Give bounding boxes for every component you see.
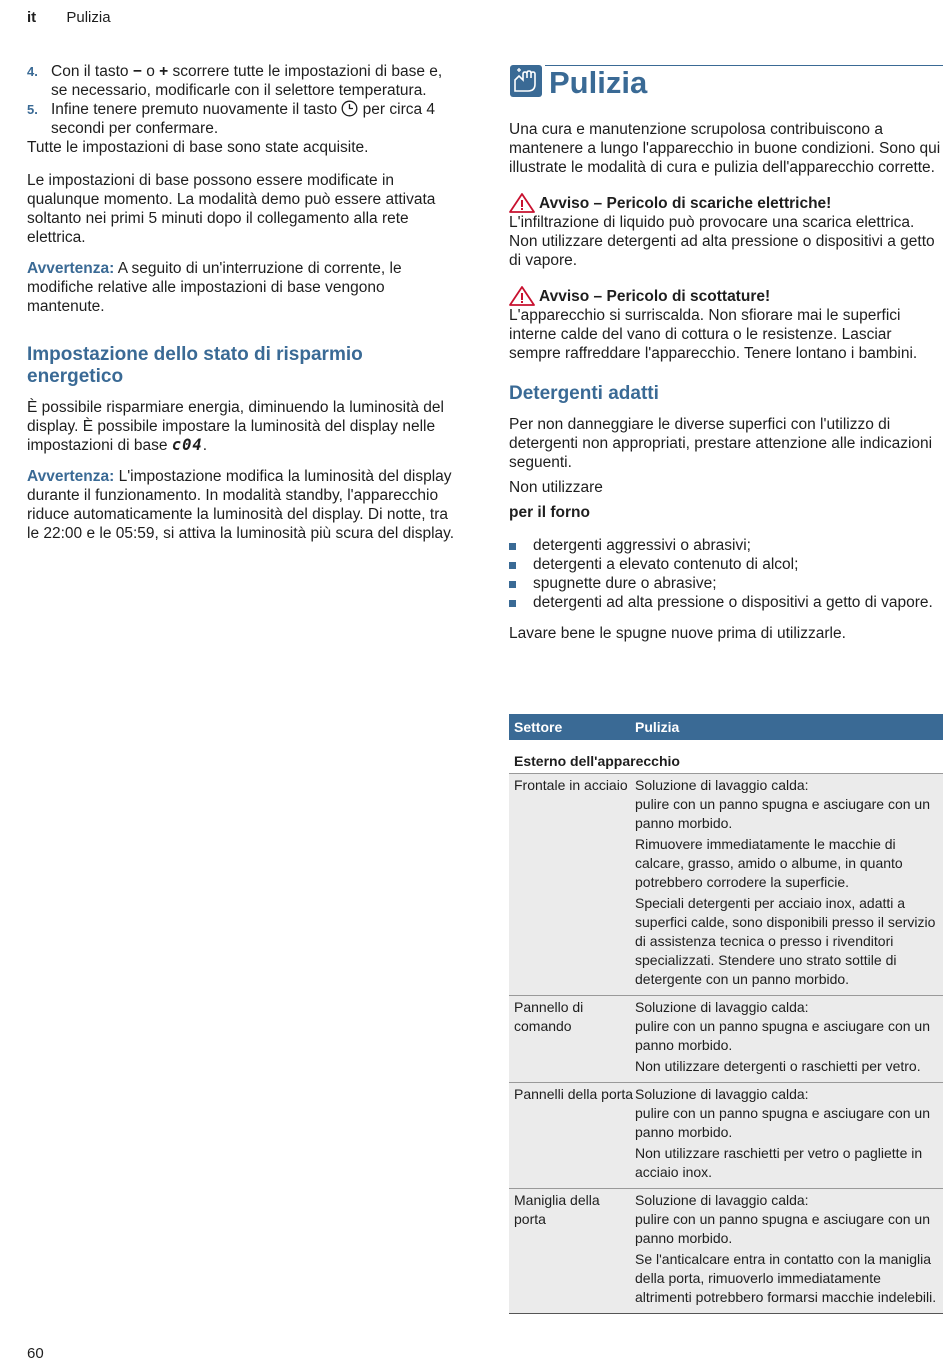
- step-text-part: Infine tenere premuto nuovamente il tasto: [51, 101, 342, 118]
- cleaning-instruction: Rimuovere immediatamente le macchie di calcare, grasso, amido o albume, in quanto potrebbero corrodere la superficie.: [635, 836, 903, 890]
- step-number: 5.: [27, 102, 38, 117]
- step-text-part: scorrere tutte le impostazioni di base e, se necessario, modificarle con il selettore temperatura.: [51, 63, 443, 99]
- intro-paragraph: Una cura e manutenzione scrupolosa contribuiscono a mantenere a lungo l'apparecchio in buone condizioni. Sono qui illustrate le modalità di cura e pulizia dell'apparecchio corrette.: [509, 121, 941, 176]
- paragraph-detergents: Per non danneggiare le diverse superfici con l'utilizzo di detergenti non appropriati, prestare attenzione alle indicazioni seguenti.: [509, 416, 933, 471]
- heading-detergents: Detergenti adatti: [509, 383, 659, 404]
- bullet-square-icon: [509, 600, 516, 607]
- table-row: [509, 774, 943, 996]
- cell-cleaning: [635, 1085, 943, 1184]
- note-label: Avvertenza:: [27, 260, 115, 277]
- paragraph-basic-settings: Le impostazioni di base possono essere modificate in qualunque momento. La modalità demo può essere attivata soltanto nei primi 5 minuti dopo il collegamento alla rete elettrica.: [27, 172, 436, 246]
- plus-key-icon: +: [159, 63, 169, 80]
- display-code: c04: [171, 436, 203, 454]
- header-section: Pulizia: [66, 9, 111, 26]
- list-item: [509, 555, 943, 574]
- cleaning-instruction: Se l'anticalcare entra in contatto con la maniglia della porta, rimuoverlo immediatamente altrimenti potrebbero formarsi macchie indelebili.: [635, 1251, 937, 1305]
- list-item-text: detergenti a elevato contenuto di alcol;: [533, 556, 799, 573]
- section-title-block: [509, 62, 943, 108]
- list-item-text: detergenti ad alta pressione o dispositivi a getto di vapore.: [533, 594, 933, 611]
- paragraph-text: È possibile risparmiare energia, diminuendo la luminosità del display. È possibile impostare la luminosità del display nelle impostazioni di base: [27, 399, 444, 454]
- warning-electric-title: [509, 193, 943, 213]
- table-body: [509, 774, 943, 1314]
- heading-energy-saving: Impostazione dello stato di risparmio energetico: [27, 344, 363, 387]
- cleaning-instruction: Soluzione di lavaggio calda: pulire con un panno spugna e asciugare con un panno morbido.: [635, 999, 930, 1053]
- page-number: 60: [27, 1345, 44, 1362]
- table-row: [509, 1083, 943, 1189]
- table-group-exterior: Esterno dell'apparecchio: [509, 750, 943, 774]
- cell-area: Pannelli della porta: [514, 1086, 634, 1102]
- list-item-text: spugnette dure o abrasive;: [533, 575, 717, 592]
- list-item-text: detergenti aggressivi o abrasivi;: [533, 537, 751, 554]
- warning-triangle-icon: [509, 286, 535, 306]
- step-text-part: Con il tasto: [51, 63, 133, 80]
- cleaning-instruction: Soluzione di lavaggio calda: pulire con un panno spugna e asciugare con un panno morbido.: [635, 1086, 930, 1140]
- warning-burn-title: [509, 286, 943, 306]
- page-title: Pulizia: [549, 65, 648, 100]
- for-oven-label: per il forno: [509, 504, 590, 521]
- confirm-text: Tutte le impostazioni di base sono state acquisite.: [27, 139, 369, 156]
- cleaning-hand-icon: [509, 64, 543, 98]
- detergent-list: [509, 536, 943, 612]
- step-text: [51, 100, 459, 138]
- note-label: Avvertenza:: [27, 468, 115, 485]
- cleaning-instruction: Speciali detergenti per acciaio inox, adatti a superfici calde, sono disponibili presso il servizio di assistenza tecnica o presso i rivenditori specializzati. Stendere uno strato sottile di detergente con un panno morbido.: [635, 895, 936, 987]
- non-use-label: Non utilizzare: [509, 479, 603, 496]
- list-item: [509, 536, 943, 555]
- warning-title-text: Avviso – Pericolo di scottature!: [539, 287, 771, 305]
- paragraph-energy: [27, 398, 459, 455]
- cell-area: Maniglia della porta: [514, 1192, 600, 1227]
- list-item: [509, 593, 943, 612]
- cell-cleaning: [635, 776, 943, 991]
- step-5: [27, 100, 459, 138]
- column-header-area: Settore: [514, 718, 563, 735]
- paragraph-text: .: [202, 437, 208, 454]
- right-column: [509, 62, 943, 655]
- warning-electric-text: L'infiltrazione di liquido può provocare una scarica elettrica. Non utilizzare detergenti ad alta pressione o dispositivi a getto di vapore.: [509, 214, 935, 269]
- cleaning-instruction: Soluzione di lavaggio calda: pulire con un panno spugna e asciugare con un panno morbido.: [635, 777, 930, 831]
- step-number: 4.: [27, 64, 38, 79]
- language-code: it: [27, 9, 37, 26]
- cell-cleaning: [635, 1191, 943, 1309]
- page-header: [27, 8, 111, 27]
- warning-triangle-icon: [509, 193, 535, 213]
- cell-area: Frontale in acciaio: [514, 777, 628, 793]
- left-column: [27, 62, 459, 555]
- step-4: [27, 62, 459, 100]
- note-display-brightness: [27, 467, 459, 543]
- minus-key-icon: −: [132, 63, 142, 80]
- cell-area: Pannello di comando: [514, 999, 584, 1034]
- cleaning-instruction: Non utilizzare detergenti o raschietti per vetro.: [635, 1058, 921, 1074]
- step-text-part: o: [141, 63, 160, 80]
- warning-title-text: Avviso – Pericolo di scariche elettriche!: [539, 194, 832, 212]
- note-text: A seguito di un'interruzione di corrente, le modifiche relative alle impostazioni di base vengono mantenute.: [27, 260, 402, 315]
- warning-burn-text: L'apparecchio si surriscalda. Non sfiorare mai le superfici interne calde del vano di cottura o le resistenze. Lasciar sempre raffreddare l'apparecchio. Tenere lontano i bambini.: [509, 307, 918, 362]
- column-header-cleaning: Pulizia: [635, 718, 680, 735]
- bullet-square-icon: [509, 543, 516, 550]
- step-text-part: per circa 4 secondi per confermare.: [51, 101, 436, 137]
- table-header: [509, 714, 943, 740]
- table-row: [509, 1189, 943, 1314]
- clock-icon: [341, 100, 358, 117]
- step-text: [51, 62, 459, 100]
- cleaning-table: [509, 714, 943, 1314]
- wash-sponges-text: Lavare bene le spugne nuove prima di utilizzarle.: [509, 625, 846, 642]
- bullet-square-icon: [509, 581, 516, 588]
- note-power-outage: [27, 259, 459, 316]
- list-item: [509, 574, 943, 593]
- note-text: L'impostazione modifica la luminosità del display durante il funzionamento. In modalità standby, l'apparecchio riduce automaticamente la luminosità del display. Di notte, tra le 22:00 e le 05:59, si attiva la luminosità più scura del display.: [27, 468, 455, 542]
- cleaning-instruction: Non utilizzare raschietti per vetro o pagliette in acciaio inox.: [635, 1145, 923, 1180]
- bullet-square-icon: [509, 562, 516, 569]
- cleaning-instruction: Soluzione di lavaggio calda: pulire con un panno spugna e asciugare con un panno morbido.: [635, 1192, 930, 1246]
- table-row: [509, 996, 943, 1083]
- cell-cleaning: [635, 998, 943, 1078]
